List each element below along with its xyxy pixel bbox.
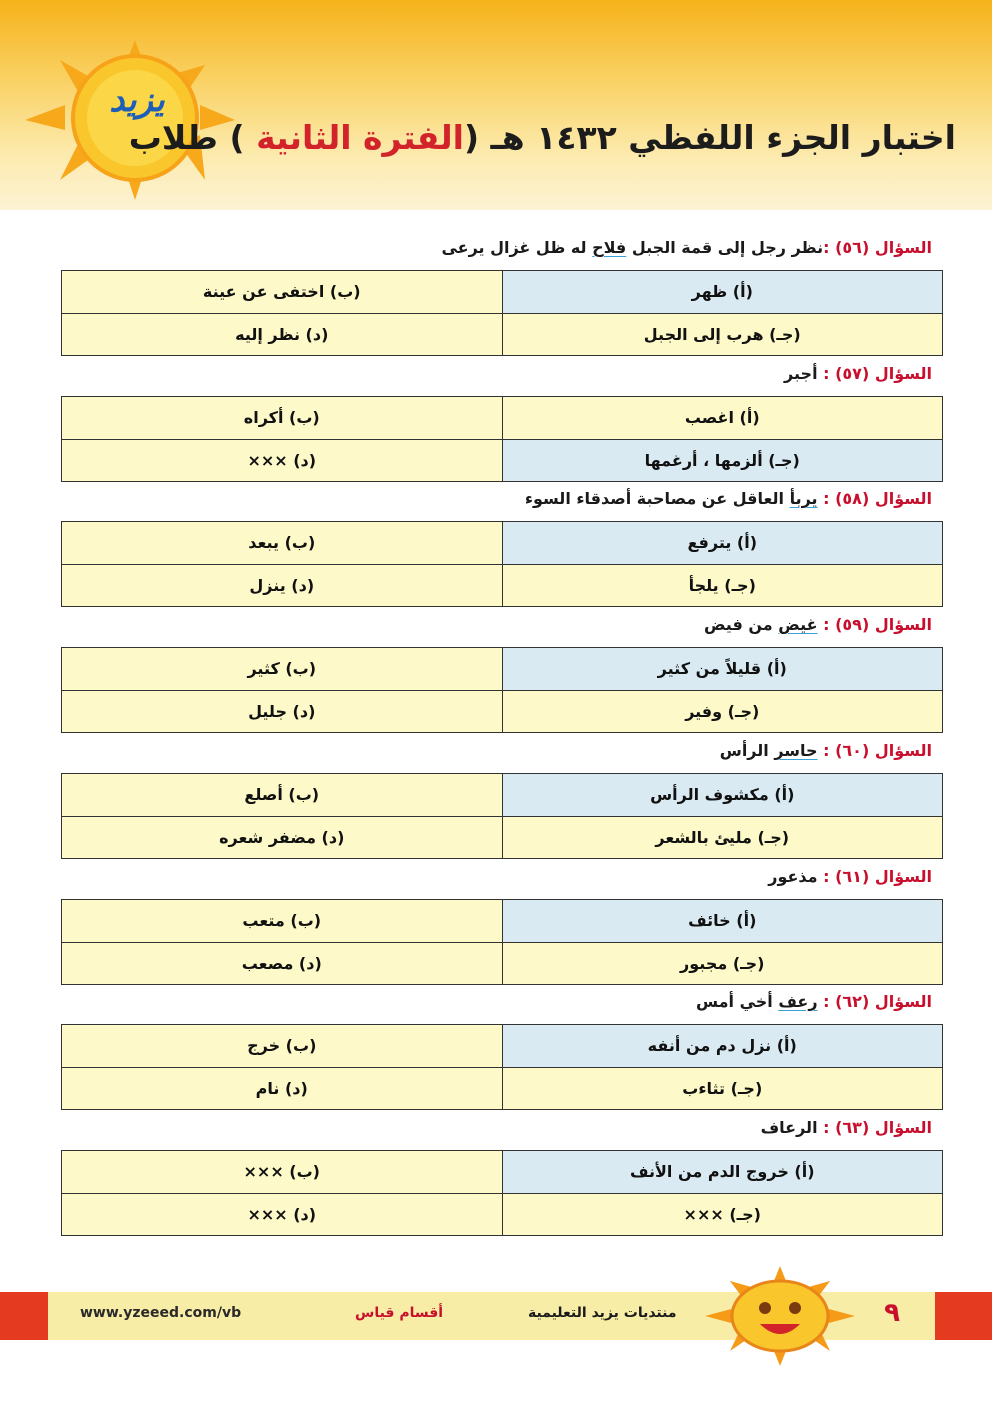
answer-option-correct[interactable]: (أ) قليلاً من كثير [502, 648, 943, 691]
question-keyword: فلاح [592, 238, 627, 257]
footer-section: أقسام قياس [355, 1305, 444, 1321]
answer-option-correct[interactable]: (جـ) ألزمها ، أرغمها [502, 439, 943, 482]
answer-option[interactable]: (ب) اختفى عن عينة [62, 271, 503, 314]
answer-option[interactable]: (أ) اغصب [502, 397, 943, 440]
answer-option[interactable]: (د) مصعب [62, 942, 503, 985]
answer-option[interactable]: (د) ينزل [62, 564, 503, 607]
options-row [62, 439, 943, 482]
options-row [62, 942, 943, 985]
options-row [62, 900, 943, 943]
answer-option[interactable]: (ب) كثير [62, 648, 503, 691]
question-stem-end: الرأس [719, 741, 775, 760]
question-number: السؤال (٥٩) : [823, 615, 932, 634]
question-keyword: غيض [778, 615, 818, 634]
question-number: السؤال (٦٣) : [823, 1118, 932, 1137]
options-row [62, 816, 943, 859]
question-text [704, 615, 932, 634]
answer-option[interactable]: (جـ) يلجأ [502, 564, 943, 607]
options-table [61, 521, 943, 607]
logo-text: يزيد [109, 80, 165, 120]
question-number: السؤال (٥٦) : [823, 238, 932, 257]
question-keyword: حاسر [774, 741, 818, 760]
question-number: السؤال (٥٨) : [823, 489, 932, 508]
footer-sun-icon [700, 1266, 860, 1366]
question-text [720, 741, 932, 760]
options-table [61, 1024, 943, 1110]
question-text [441, 238, 932, 257]
answer-option[interactable]: (ب) أكراه [62, 397, 503, 440]
page-title: اختبار الجزء اللفظي ١٤٣٢ هـ (الفترة الثانية ) طلاب [128, 118, 956, 157]
answer-option[interactable]: (د) ××× [62, 1193, 503, 1236]
options-row [62, 313, 943, 356]
footer-red-right [935, 1292, 992, 1340]
question-stem-start: نظر رجل إلى قمة الجبل [626, 238, 824, 257]
options-table [61, 773, 943, 859]
options-table [61, 396, 943, 482]
question-stem-end: أجبر [784, 364, 824, 383]
page-number: ٩ [884, 1298, 900, 1328]
answer-option[interactable]: (ب) خرج [62, 1025, 503, 1068]
options-row [62, 690, 943, 733]
footer-url[interactable]: www.yzeeed.com/vb [80, 1305, 242, 1321]
question-stem-end: له ظل غزال يرعى [441, 238, 593, 257]
answer-option[interactable]: (د) ××× [62, 439, 503, 482]
options-row [62, 397, 943, 440]
question-number: السؤال (٥٧) : [823, 364, 932, 383]
answer-option[interactable]: (د) نظر إليه [62, 313, 503, 356]
options-row [62, 648, 943, 691]
question-number: السؤال (٦١) : [823, 867, 932, 886]
answer-option-correct[interactable]: (أ) مكشوف الرأس [502, 774, 943, 817]
question-number: السؤال (٦٠) : [823, 741, 932, 760]
question-stem-end: العاقل عن مصاحبة أصدقاء السوء [524, 489, 790, 508]
options-table [61, 1150, 943, 1236]
options-row [62, 1193, 943, 1236]
options-row [62, 1025, 943, 1068]
answer-option[interactable]: (د) نام [62, 1067, 503, 1110]
answer-option[interactable]: (ب) أصلع [62, 774, 503, 817]
question-keyword: رعف [778, 992, 818, 1011]
options-row [62, 271, 943, 314]
answer-option[interactable]: (ب) يبعد [62, 522, 503, 565]
answer-option-correct[interactable]: (أ) ظهر [502, 271, 943, 314]
answer-option-correct[interactable]: (أ) خروج الدم من الأنف [502, 1151, 943, 1194]
answer-option[interactable]: (جـ) وفير [502, 690, 943, 733]
answer-option-correct[interactable]: (أ) يترفع [502, 522, 943, 565]
options-row [62, 1067, 943, 1110]
options-table [61, 270, 943, 356]
footer-red-left [0, 1292, 48, 1340]
question-keyword: يربأ [789, 489, 818, 508]
options-row [62, 774, 943, 817]
answer-option[interactable]: (د) جليل [62, 690, 503, 733]
options-table [61, 899, 943, 985]
answer-option[interactable]: (جـ) مليئ بالشعر [502, 816, 943, 859]
options-row [62, 1151, 943, 1194]
question-stem-end: مذعور [768, 867, 824, 886]
answer-option[interactable]: (جـ) ××× [502, 1193, 943, 1236]
options-row [62, 522, 943, 565]
answer-option[interactable]: (ب) ××× [62, 1151, 503, 1194]
answer-option[interactable]: (جـ) هرب إلى الجبل [502, 313, 943, 356]
answer-option[interactable]: (جـ) مجبور [502, 942, 943, 985]
answer-option-correct[interactable]: (أ) خائف [502, 900, 943, 943]
footer-forum-name: منتديات يزيد التعليمية [528, 1305, 677, 1321]
question-text [768, 867, 932, 886]
options-row [62, 564, 943, 607]
question-text [784, 364, 932, 383]
answer-option[interactable]: (ب) متعب [62, 900, 503, 943]
question-text [696, 992, 932, 1011]
answer-option-correct[interactable]: (أ) نزل دم من أنفه [502, 1025, 943, 1068]
question-stem-end: من فيض [703, 615, 779, 634]
answer-option[interactable]: (جـ) تثاءب [502, 1067, 943, 1110]
question-text [761, 1118, 932, 1137]
question-stem-end: الرعاف [760, 1118, 824, 1137]
options-table [61, 647, 943, 733]
question-number: السؤال (٦٢) : [823, 992, 932, 1011]
question-text [525, 489, 932, 508]
answer-option[interactable]: (د) مضفر شعره [62, 816, 503, 859]
question-stem-end: أخي أمس [695, 992, 779, 1011]
